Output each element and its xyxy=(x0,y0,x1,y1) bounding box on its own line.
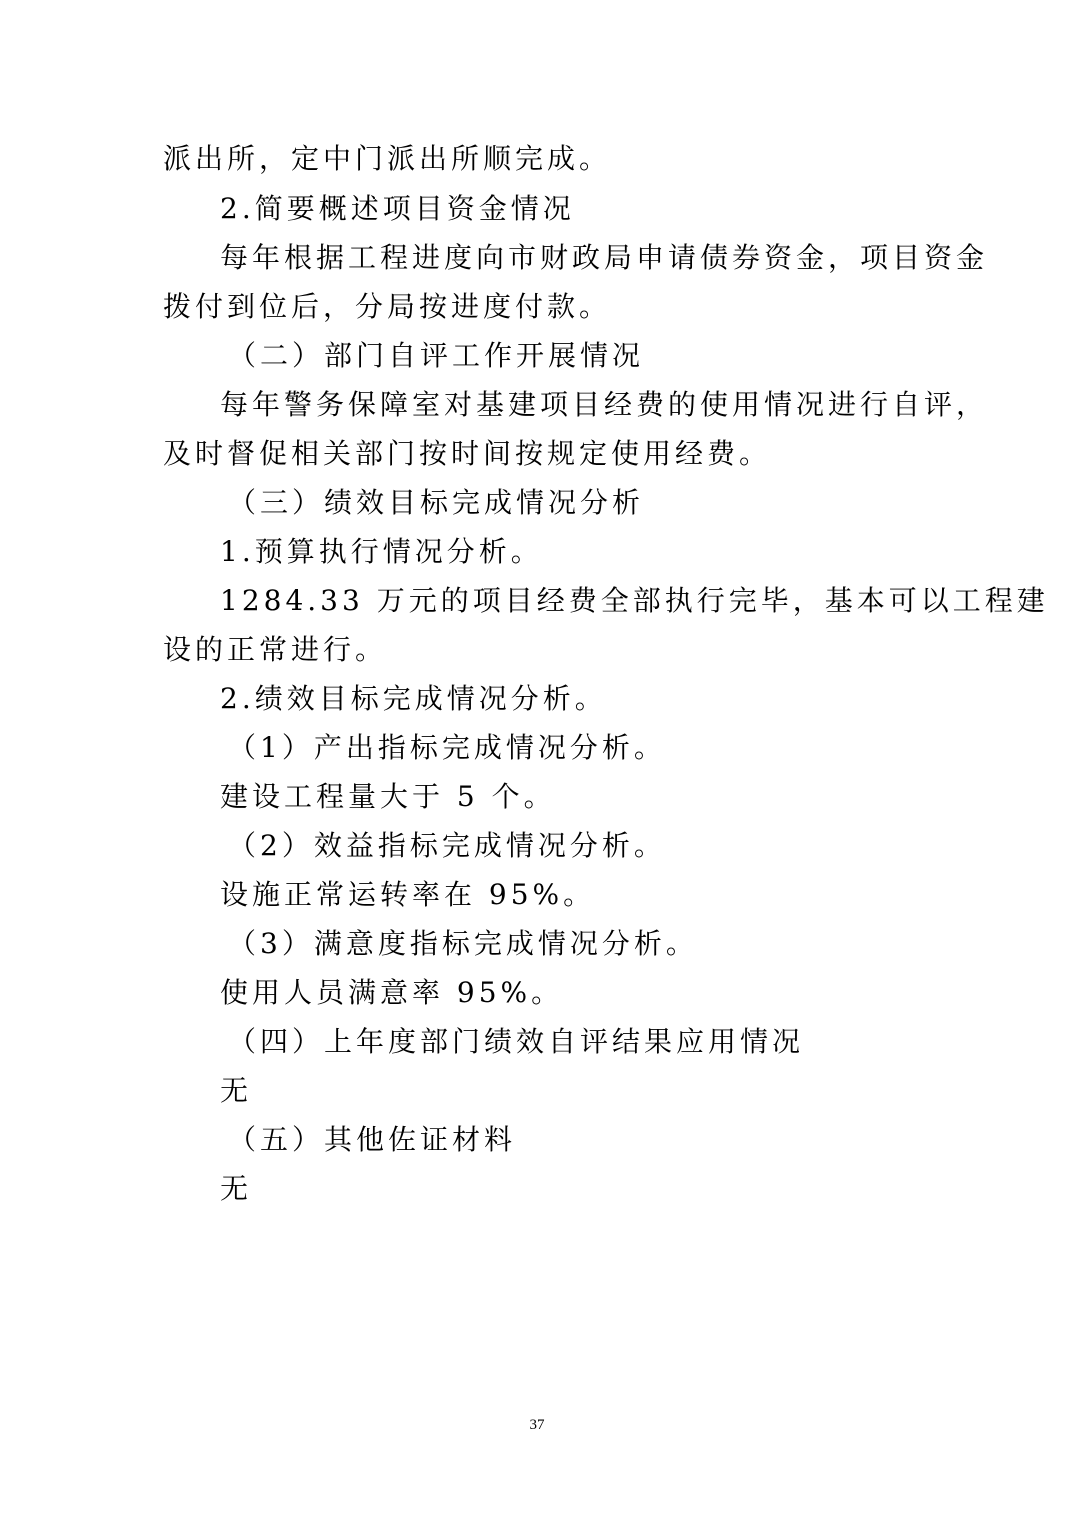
section-heading: （五）其他佐证材料 xyxy=(228,1123,517,1156)
body-text-line: 建设工程量大于 5 个。 xyxy=(220,780,556,813)
list-item-heading: （3）满意度指标完成情况分析。 xyxy=(228,927,698,960)
subsection-heading: 1.预算执行情况分析。 xyxy=(220,535,543,568)
body-text-line: 拨付到位后，分局按进度付款。 xyxy=(163,290,612,323)
page-number: 37 xyxy=(529,1417,545,1433)
body-text-line: 派出所，定中门派出所顺完成。 xyxy=(163,142,612,175)
body-text-line: 无 xyxy=(220,1172,253,1205)
body-text-line: 设的正常进行。 xyxy=(163,633,388,666)
body-text-line: 每年根据工程进度向市财政局申请债券资金，项目资金 xyxy=(220,241,989,274)
section-heading: （四）上年度部门绩效自评结果应用情况 xyxy=(228,1025,805,1058)
section-heading: （三）绩效目标完成情况分析 xyxy=(228,486,645,519)
body-text-line: 及时督促相关部门按时间按规定使用经费。 xyxy=(163,437,772,470)
list-item-heading: （1）产出指标完成情况分析。 xyxy=(228,731,666,764)
section-heading: （二）部门自评工作开展情况 xyxy=(228,339,645,372)
section-heading: 2.简要概述项目资金情况 xyxy=(220,192,575,225)
body-text-line: 使用人员满意率 95%。 xyxy=(220,976,564,1009)
body-text-line: 每年警务保障室对基建项目经费的使用情况进行自评， xyxy=(220,388,989,421)
body-text-line: 1284.33 万元的项目经费全部执行完毕，基本可以工程建 xyxy=(220,584,1049,617)
body-text-line: 无 xyxy=(220,1074,253,1107)
subsection-heading: 2.绩效目标完成情况分析。 xyxy=(220,682,607,715)
list-item-heading: （2）效益指标完成情况分析。 xyxy=(228,829,666,862)
body-text-line: 设施正常运转率在 95%。 xyxy=(220,878,596,911)
